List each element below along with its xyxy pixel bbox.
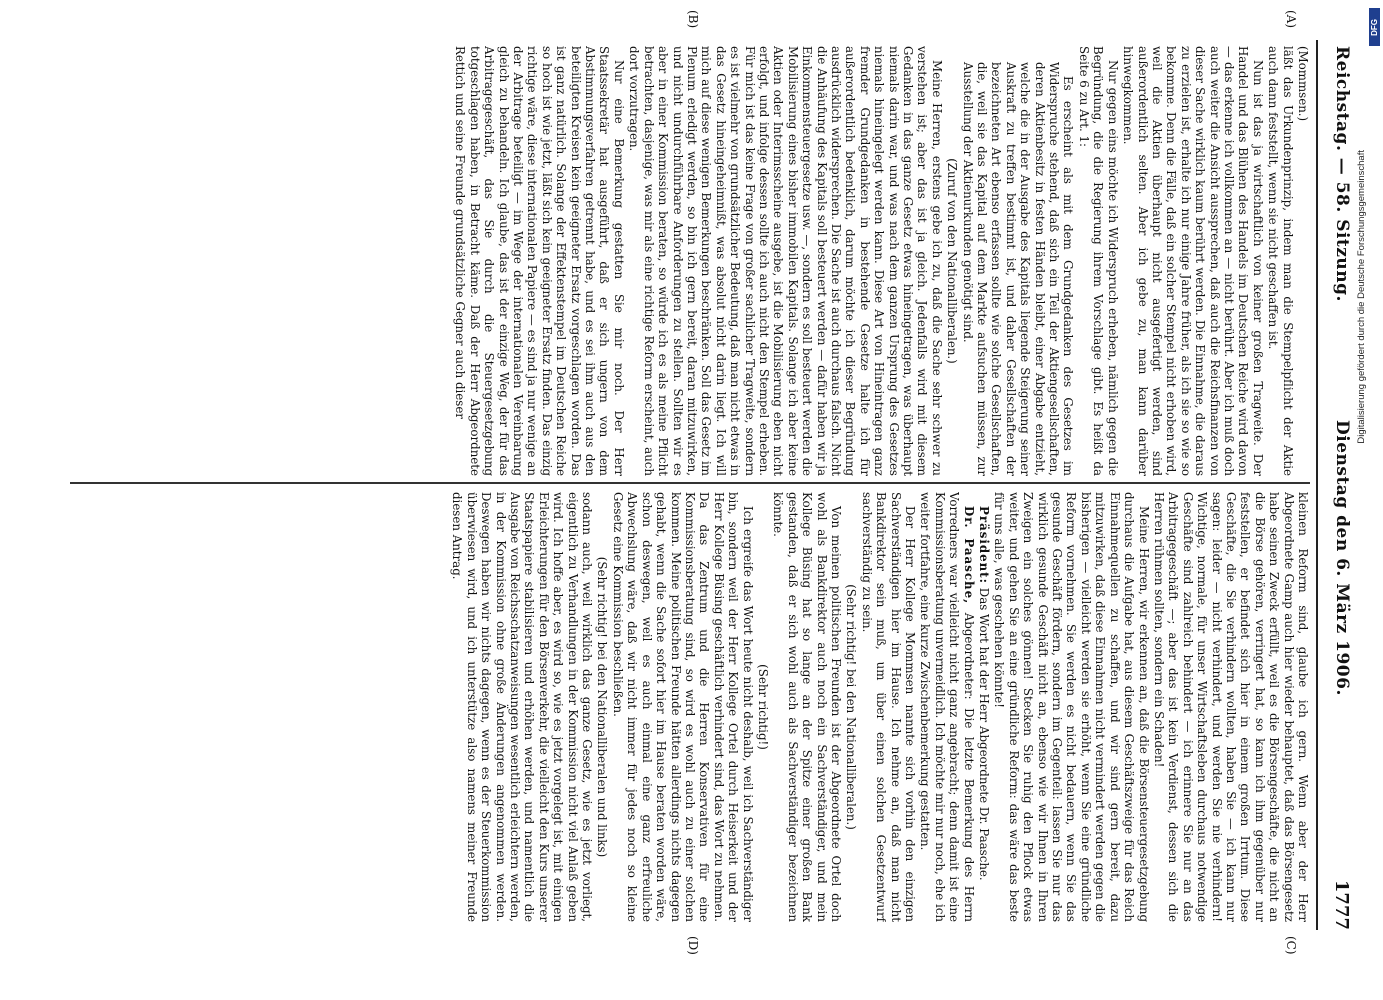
marker-c: (C) [1284,936,1298,955]
speaker-line [918,492,976,922]
left-column [70,46,1310,476]
running-header [1324,40,1352,930]
header-left: Reichstag. — 58. Sitzung. [1332,46,1352,302]
paragraph: Nur gegen eins möchte ich Widerspruch erheben, nämlich gegen die Begründung, die die Regierung ihrem Vorschlage gibt. Es heißt da Seite 6 zu Art. 1: [1076,46,1120,476]
paasche-text: Abgeordneter: Die letzte Bemerkung des Herrn Vorredners war vielleicht nicht ganz angebracht; denn damit ist eine Kommissionsberatung unvermeidlich. Ich möchte mir nur noch, ehe ich weiter fortfahre, eine kurze Zwischenbemerkung gestatten. [918,492,976,922]
page-number: 1777 [1331,879,1352,930]
president-text: Das Wort hat der Herr Abgeordnete Dr. Paasche. [977,587,992,881]
paragraph: Ich ergreife das Wort heute nicht deshalb, weil ich Sachverständiger bin, sondern weil der Herr Kollege Ortel durch Heiserkeit und der Herr Kollege Büsing geschäftlich verhindert sind, das Wort zu nehmen. Da das Zentrum und die Herren Konservativen für eine Kommissionsberatung sind, so wird es wohl auch zu einer solchen kommen. Meine politischen Freunde hätten allerdings nichts dagegen gehabt, wenn die Sache sofort hier im Hause beraten worden wäre, schon deswegen, weil es auch einmal eine ganz erfreuliche Abwechslung wäre, daß wir nicht immer für jedes noch so kleine Gesetz eine Kommission beschließen. [610,492,755,922]
interjection: (Sehr richtig! bei den Nationalliberalen.) [844,584,859,830]
digitization-credit: Digitalisierung gefördert durch die Deutsche Forschungsgemeinschaft [1356,150,1367,444]
marker-d: (D) [686,936,700,955]
paragraph: sodann auch, weil wirklich das ganze Gesetz, wie es jetzt vorliegt, eigentlich zu Verhandlungen in der Kommission nicht viel Anlaß geben wird. Ich hoffe aber, es wird so, wie es jetzt vorgelegt ist, mit einigen Erleichterungen für den Börsenverkehr, die vielleicht den Kurs unserer Staatspapiere stabilisieren und erhöhen werden, und namentlich die Ausgabe von Reichsschatzanweisungen wesentlich erleichtern werden, in der Kommission ohne große Änderungen angenommen werden. Deswegen haben wir nichts dagegen, wenn es der Steuerkommission überwiesen wird, und ich unterstütze also namens meiner Freunde diesen Antrag. [450,492,595,922]
dfg-logo [1369,8,1380,46]
paragraph: läßt das Urkundenprinzip, indem man die Stempelpflicht der Aktie auch dann feststellt, wenn sie nicht geschaffen ist. [1266,46,1295,476]
paasche-label: Dr. Paasche, [961,506,976,605]
paragraph: Nur eine Bemerkung gestatten Sie mir noch. Der Herr Staatssekretär hat ausgeführt, daß er sich ungern von dem Abstimmungsverfahren getrennt habe, und es sei ihm auch aus den beteiligten Kreisen kein geeigneter Ersatz vorgeschlagen worden. Das ist ganz natürlich. Solange der Effektenstempel im Deutschen Reiche so hoch ist wie jetzt, läßt sich kein geeigneter Ersatz finden. Das einzig richtige wäre, diese internationalen Papiere — es sind ja nur wenige an der Arbitrage beteiligt — im Wege der internationalen Vereinbarung gleich zu behandeln. Ich glaube, das ist der einzige Weg, der für das Arbitragegeschäft, das Sie durch die Steuergesetzgebung totgeschlagen haben, in Betracht käme. Daß der Herr Abgeordnete Rettich und seine Freunde grundsätzliche Gegner auch dieser [453,46,626,476]
paragraph: kleinen Reform sind, glaube ich gern. Wenn aber der Herr Abgeordnete Gamp auch hier wieder behauptet, daß das Börsengesetz habe seinen Zweck erfüllt, weil es die Börsengeschäfte, die nicht an die Börse gehören, verringert hat, so kann ich ihm gegenüber nur feststellen, er befindet sich hier in einem großen Irrtum. Diese Geschäfte, die Sie verhindern wollten, haben Sie — ich kann nur sagen: leider — nicht verhindert, und werden Sie nie verhindern! Wichtige, normale, für unser Wirtschaftsleben durchaus notwendige Geschäfte sind zahlreich behindert — ich erinnere Sie nur an das Arbitragegeschäft —; aber das ist kein Verdienst, dessen sich die Herren rühmen sollten, sondern ein Schaden! [1151,492,1310,922]
speaker-tag: (Mommsen.) [1296,46,1310,122]
column-separator [70,482,1310,484]
paragraph: Der Herr Kollege Mommsen nannte sich vorhin den einzigen Sachverständigen hier im Hause. Ich nehme an, daß man nicht Bankdirektor sein muß, um über einen solchen Gesetzentwurf sachverständig zu sein. [859,492,918,922]
paragraph: Nun ist das ja wirtschaftlich von keiner großen Tragweite. Der Handel und das Blühen des Handels im Deutschen Reiche wird davon — das erkenne ich vollkommen an — nicht berührt. Aber ich muß doch auch weiter die Ansicht aussprechen, daß auch die Reichsfinanzen von dieser Sache wirklich kaum berührt werden. Die Einnahme, die daraus zu erzielen ist, erhalte ich nur einige Jahre früher, als ich sie so wie so bekomme. Denn die Fälle, daß ein solcher Stempel nicht erhoben wird, weil die Aktien überhaupt nicht ausgefertigt werden, sind außerordentlich selten. Aber ich gebe zu, man kann darüber hinwegkommen. [1121,46,1265,476]
president-line [977,492,991,922]
header-date: Dienstag den 6. März 1906. [1332,420,1352,696]
right-column [70,492,1310,922]
interjection: (Zuruf von den Nationalliberalen.) [945,158,960,364]
president-label: Präsident: [977,506,992,584]
document-page [60,10,1360,955]
marker-b: (B) [686,10,700,29]
quoted-paragraph: Es erscheint als mit dem Grundgedanken des Gesetzes im Widerspruche stehend, daß sich ein Teil der Aktiengesellschaften, deren Aktienbesitz in festen Händen bleibt, einer Abgabe entzieht, welche die in der Ausgabe des Kapitals liegende Steigerung seiner Auskraft zu treffen bestimmt ist, und daher Gesellschaften der bezeichneten Art ebenso erfassen sollte wie solche Gesellschaften, die, weil sie das Kapital auf dem Markte aufsuchen müssen, zur Ausstellung der Aktienurkunden genötigt sind. [960,62,1076,476]
paragraph: Von meinen politischen Freunden ist der Abgeordnete Ortel doch wohl als Bankdirektor auch noch ein Sachverständiger, und mein Kollege Büsing hat so lange an der Spitze einer großen Bank gestanden, daß er sich wohl auch als Sachverständiger bezeichnen könnte. [771,492,843,922]
header-rule [1316,40,1318,930]
interjection: (Sehr richtig! bei den Nationalliberalen und links) [595,556,610,858]
marker-a: (A) [1284,10,1298,29]
dfg-logo-text: DFG [1370,18,1379,36]
paragraph: Meine Herren, erstens gebe ich zu, daß die Sache sehr schwer zu verstehen ist; aber das ist ja gleich. Jedenfalls wird mit diesem Gedanken in das ganze Gesetz etwas hineingetragen, was überhaupt niemals darin war, und was nach dem ganzen Ursprung des Gesetzes niemals hineingelegt werden kann. Diese Art von Hineintragen ganz fremder Grundgedanken in bestehende Gesetze halte ich für außerordentlich bedenklich, darum möchte ich dieser Begründung ausdrücklich widersprechen. Die Sache ist auch durchaus falsch. Nicht die Anhäufung des Kapitals soll besteuert werden — dafür haben wir ja Einkommensteuergesetze usw. —, sondern es soll besteuert werden die Mobilisierung eines bisher immobilen Kapitals. Solange ich aber keine Aktien oder Interimsscheine ausgebe, ist die Mobilisierung eben nicht erfolgt, und infolge dessen sollte ich auch nicht den Stempel erheben. Für mich ist das keine Frage von großer sachlicher Tragweite, sondern es ist vielmehr von grundsätzlicher Bedeutung, daß man nicht etwas in das Gesetz hineingeheimnißt, was absolut nicht darin liegt. Ich will mich auf diese wenigen Bemerkungen beschränken. Soll das Gesetz im Plenum erledigt werden, so bin ich gern bereit, daran mitzuwirken, und nicht undurchführbare Anforderungen zu stellen. Sollten wir es aber in einer Kommission beraten, so würde ich es als meine Pflicht betrachten, dasjenige, was mir als eine richtige Reform erscheint, auch dort vorzutragen. [627,46,944,476]
interjection: (Sehr richtig!) [755,664,770,750]
paragraph: Meine Herren, wir erkennen an, daß die Börsensteuergesetzgebung durchaus die Aufgabe hat, aus diesem Geschäftszweige für das Reich Einnahmequellen zu schaffen, und wir sind gern bereit, dazu mitzuwirken, daß diese Einnahmen nicht vermindert werden gegen die bisherigen — vielleicht werden sie erhöht, wenn Sie eine gründliche Reform vornehmen. Sie werden es nicht bedauern, wenn Sie das gesunde Geschäft fördern, sondern im Gegenteil: lassen Sie nur das wirklich gesunde Geschäft nicht an, ebenso wie wir Ihnen in Ihren Zweigen ein solches gönnen! Stecken Sie ruhig den Pflock etwas weiter, und gehen Sie an eine gründliche Reform: das wäre das beste für uns alle, was geschehen könnte! [992,492,1151,922]
